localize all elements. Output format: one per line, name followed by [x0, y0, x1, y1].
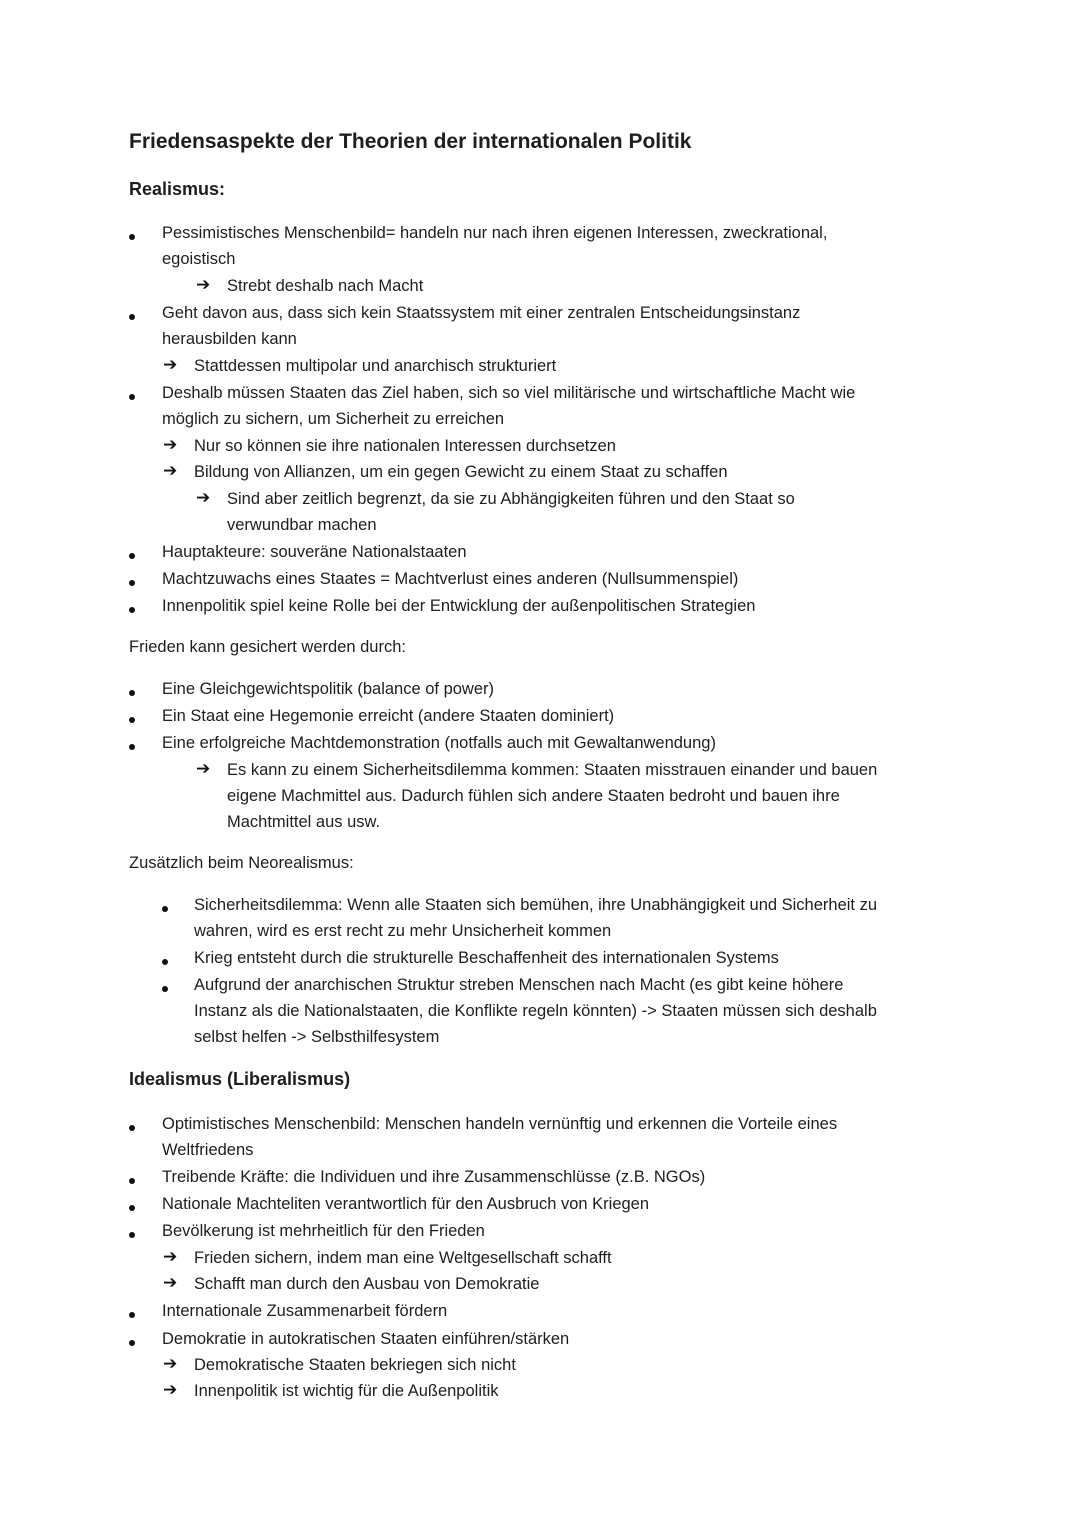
bullet-dot-icon [129, 1312, 135, 1318]
arrow-right-icon: ➔ [163, 1380, 178, 1399]
list-item: Eine erfolgreiche Machtdemonstration (notfalls auch mit Gewaltanwendung) [162, 734, 716, 752]
bullet-dot-icon [129, 1125, 135, 1131]
list-item-continuation: egoistisch [162, 250, 236, 268]
bullet-dot-icon [162, 906, 168, 912]
list-item: Nationale Machteliten verantwortlich für den Ausbruch von Kriegen [162, 1195, 650, 1213]
list-item-continuation: selbst helfen -> Selbsthilfesystem [194, 1028, 440, 1046]
sub-sub-list-item: Sind aber zeitlich begrenzt, da sie zu Abhängigkeiten führen und den Staat so [227, 490, 795, 508]
bullet-dot-icon [129, 314, 135, 320]
bullet-dot-icon [129, 744, 135, 750]
list-item: Sicherheitsdilemma: Wenn alle Staaten sich bemühen, ihre Unabhängigkeit und Sicherheit zu [194, 896, 878, 914]
list-item: Treibende Kräfte: die Individuen und ihre Zusammenschlüsse (z.B. NGOs) [162, 1168, 706, 1186]
list-item-continuation: herausbilden kann [162, 330, 297, 348]
list-item: Internationale Zusammenarbeit fördern [162, 1302, 448, 1320]
sub-list-item: Nur so können sie ihre nationalen Interessen durchsetzen [194, 437, 616, 455]
list-item: Pessimistisches Menschenbild= handeln nur nach ihren eigenen Interessen, zweckrational, [162, 224, 828, 242]
sub-sub-list-item-continuation: verwundbar machen [227, 516, 377, 534]
sub-list-item-continuation: eigene Machmittel aus. Dadurch fühlen sich andere Staaten bedroht und bauen ihre [227, 787, 840, 805]
bullet-dot-icon [129, 234, 135, 240]
list-item: Machtzuwachs eines Staates = Machtverlust eines anderen (Nullsummenspiel) [162, 570, 739, 588]
sub-list-item-continuation: Machtmittel aus usw. [227, 813, 381, 831]
bullet-dot-icon [129, 580, 135, 586]
paragraph-neorealismus-intro: Zusätzlich beim Neorealismus: [129, 854, 354, 872]
arrow-right-icon: ➔ [163, 1247, 178, 1266]
bullet-dot-icon [129, 690, 135, 696]
bullet-dot-icon [129, 553, 135, 559]
sub-list-item: Strebt deshalb nach Macht [227, 277, 424, 295]
arrow-right-icon: ➔ [163, 1354, 178, 1373]
list-item: Hauptakteure: souveräne Nationalstaaten [162, 543, 467, 561]
list-item: Eine Gleichgewichtspolitik (balance of power) [162, 680, 494, 698]
arrow-right-icon: ➔ [163, 461, 178, 480]
bullet-dot-icon [129, 1232, 135, 1238]
bullet-dot-icon [129, 717, 135, 723]
list-item: Bevölkerung ist mehrheitlich für den Frieden [162, 1222, 485, 1240]
list-item: Geht davon aus, dass sich kein Staatssystem mit einer zentralen Entscheidungsinstanz [162, 304, 801, 322]
list-item: Aufgrund der anarchischen Struktur streben Menschen nach Macht (es gibt keine höhere [194, 976, 844, 994]
sub-list-item: Schafft man durch den Ausbau von Demokratie [194, 1275, 540, 1293]
arrow-right-icon: ➔ [163, 355, 178, 374]
section-heading-idealismus: Idealismus (Liberalismus) [129, 1069, 351, 1089]
list-item: Innenpolitik spiel keine Rolle bei der Entwicklung der außenpolitischen Strategien [162, 597, 756, 615]
arrow-right-icon: ➔ [196, 759, 211, 778]
bullet-dot-icon [162, 986, 168, 992]
bullet-dot-icon [129, 1205, 135, 1211]
list-item-continuation: Weltfriedens [162, 1141, 254, 1159]
paragraph-frieden-intro: Frieden kann gesichert werden durch: [129, 638, 406, 656]
sub-list-item: Demokratische Staaten bekriegen sich nicht [194, 1356, 516, 1374]
list-item-continuation: wahren, wird es erst recht zu mehr Unsicherheit kommen [194, 922, 612, 940]
arrow-right-icon: ➔ [163, 435, 178, 454]
list-item: Ein Staat eine Hegemonie erreicht (andere Staaten dominiert) [162, 707, 615, 725]
sub-list-item: Frieden sichern, indem man eine Weltgesellschaft schafft [194, 1249, 612, 1267]
bullet-dot-icon [129, 394, 135, 400]
list-item: Optimistisches Menschenbild: Menschen handeln vernünftig und erkennen die Vorteile eines [162, 1115, 838, 1133]
bullet-dot-icon [129, 607, 135, 613]
list-item-continuation: möglich zu sichern, um Sicherheit zu erreichen [162, 410, 505, 428]
arrow-right-icon: ➔ [196, 488, 211, 507]
list-item: Demokratie in autokratischen Staaten einführen/stärken [162, 1330, 570, 1348]
bullet-dot-icon [129, 1340, 135, 1346]
sub-list-item: Stattdessen multipolar und anarchisch strukturiert [194, 357, 557, 375]
arrow-right-icon: ➔ [163, 1273, 178, 1292]
page-title: Friedensaspekte der Theorien der internationalen Politik [129, 130, 692, 153]
bullet-dot-icon [162, 959, 168, 965]
list-item: Krieg entsteht durch die strukturelle Beschaffenheit des internationalen Systems [194, 949, 779, 967]
list-item: Deshalb müssen Staaten das Ziel haben, sich so viel militärische und wirtschaftliche Macht wie [162, 384, 856, 402]
sub-list-item: Bildung von Allianzen, um ein gegen Gewicht zu einem Staat zu schaffen [194, 463, 728, 481]
arrow-right-icon: ➔ [196, 275, 211, 294]
sub-list-item: Innenpolitik ist wichtig für die Außenpolitik [194, 1382, 499, 1400]
section-heading-realismus: Realismus: [129, 179, 226, 199]
bullet-dot-icon [129, 1178, 135, 1184]
list-item-continuation: Instanz als die Nationalstaaten, die Konflikte regeln könnten) -> Staaten müssen sich deshalb [194, 1002, 877, 1020]
sub-list-item: Es kann zu einem Sicherheitsdilemma kommen: Staaten misstrauen einander und bauen [227, 761, 878, 779]
